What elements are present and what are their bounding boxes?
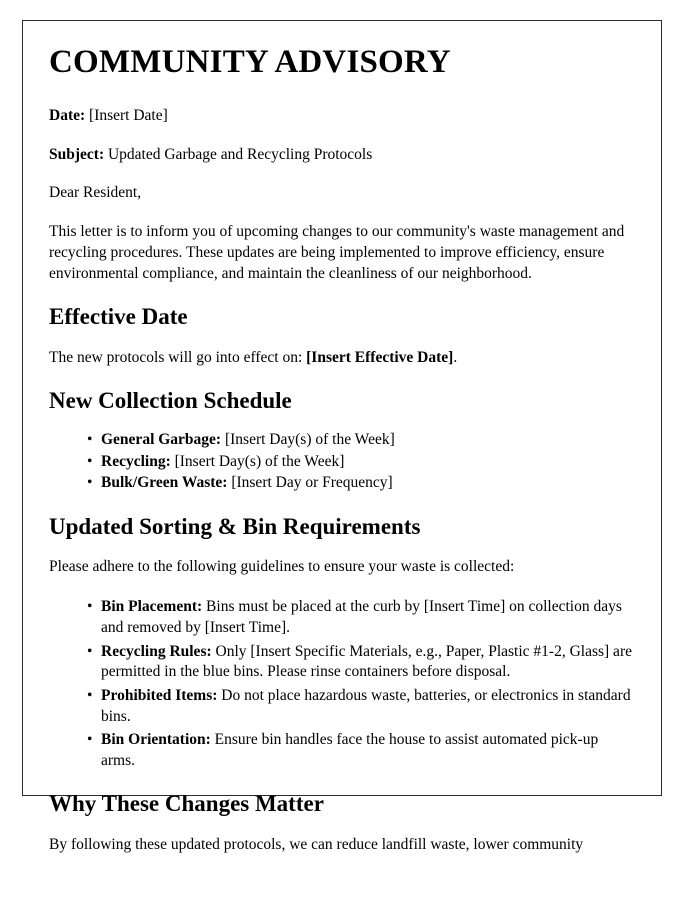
list-item (87, 473, 635, 494)
list-item-label: Bin Orientation: (101, 731, 211, 749)
list-item-value: Do not place hazardous waste, batteries, or electronics in standard bins. (101, 686, 631, 725)
list-item-value: [Insert Day(s) of the Week] (170, 452, 345, 470)
effective-date-placeholder: [Insert Effective Date] (306, 348, 454, 366)
list-item-label: Bin Placement: (101, 598, 203, 616)
meta-subject (49, 145, 635, 165)
section-heading-collection-schedule: New Collection Schedule (49, 387, 292, 413)
list-item-label: Recycling Rules: (101, 642, 212, 660)
document-body (23, 21, 661, 855)
list-item-label: Prohibited Items: (101, 686, 218, 704)
salutation: Dear Resident, (49, 183, 142, 201)
section-heading-why-changes-matter: Why These Changes Matter (49, 791, 324, 817)
list-item (87, 430, 635, 451)
list-item (87, 642, 635, 683)
meta-subject-label: Subject: (49, 145, 105, 163)
list-item (87, 452, 635, 473)
effective-date-lead: The new protocols will go into effect on: (49, 348, 307, 366)
intro-paragraph: This letter is to inform you of upcoming changes to our community's waste management and recycling procedures. These updates are being implemented to improve efficiency, ensure environmental compliance, and maintain the cleanliness of our neighborhood. (49, 222, 625, 283)
list-item-value: Only [Insert Specific Materials, e.g., Paper, Plastic #1-2, Glass] are permitted in the blue bins. Please rinse containers before disposal. (101, 642, 632, 681)
meta-date-value: [Insert Date] (89, 106, 168, 124)
section-sorting-requirements (49, 514, 635, 771)
section-collection-schedule (49, 388, 635, 494)
meta-date-label: Date: (49, 106, 86, 124)
section-why-changes-matter (49, 791, 635, 855)
sorting-requirements-list (49, 597, 635, 771)
collection-schedule-list (49, 430, 635, 494)
meta-date (49, 106, 635, 126)
sorting-intro-paragraph: Please adhere to the following guidelines to ensure your waste is collected: (49, 558, 515, 576)
list-item-value: Bins must be placed at the curb by [Insert Time] on collection days and removed by [Insert Time]. (101, 598, 622, 637)
effective-date-paragraph (49, 347, 635, 368)
list-item-label: Recycling: (101, 452, 171, 470)
list-item (87, 597, 635, 638)
list-item-value: [Insert Day(s) of the Week] (221, 431, 395, 449)
why-changes-paragraph: By following these updated protocols, we can reduce landfill waste, lower community (49, 835, 584, 853)
list-item-label: General Garbage: (101, 431, 222, 449)
section-effective-date (49, 304, 635, 368)
list-item-value: Ensure bin handles face the house to assist automated pick-up arms. (101, 731, 599, 769)
document-page (22, 20, 662, 853)
list-item-value: [Insert Day or Frequency] (227, 474, 393, 492)
page-title: COMMUNITY ADVISORY (49, 44, 451, 80)
effective-date-trailing: . (453, 348, 458, 366)
list-item (87, 730, 635, 771)
section-heading-effective-date: Effective Date (49, 304, 188, 330)
meta-subject-value: Updated Garbage and Recycling Protocols (107, 145, 373, 163)
list-item (87, 686, 635, 727)
section-heading-sorting-requirements: Updated Sorting & Bin Requirements (49, 513, 421, 539)
list-item-label: Bulk/Green Waste: (101, 474, 228, 492)
